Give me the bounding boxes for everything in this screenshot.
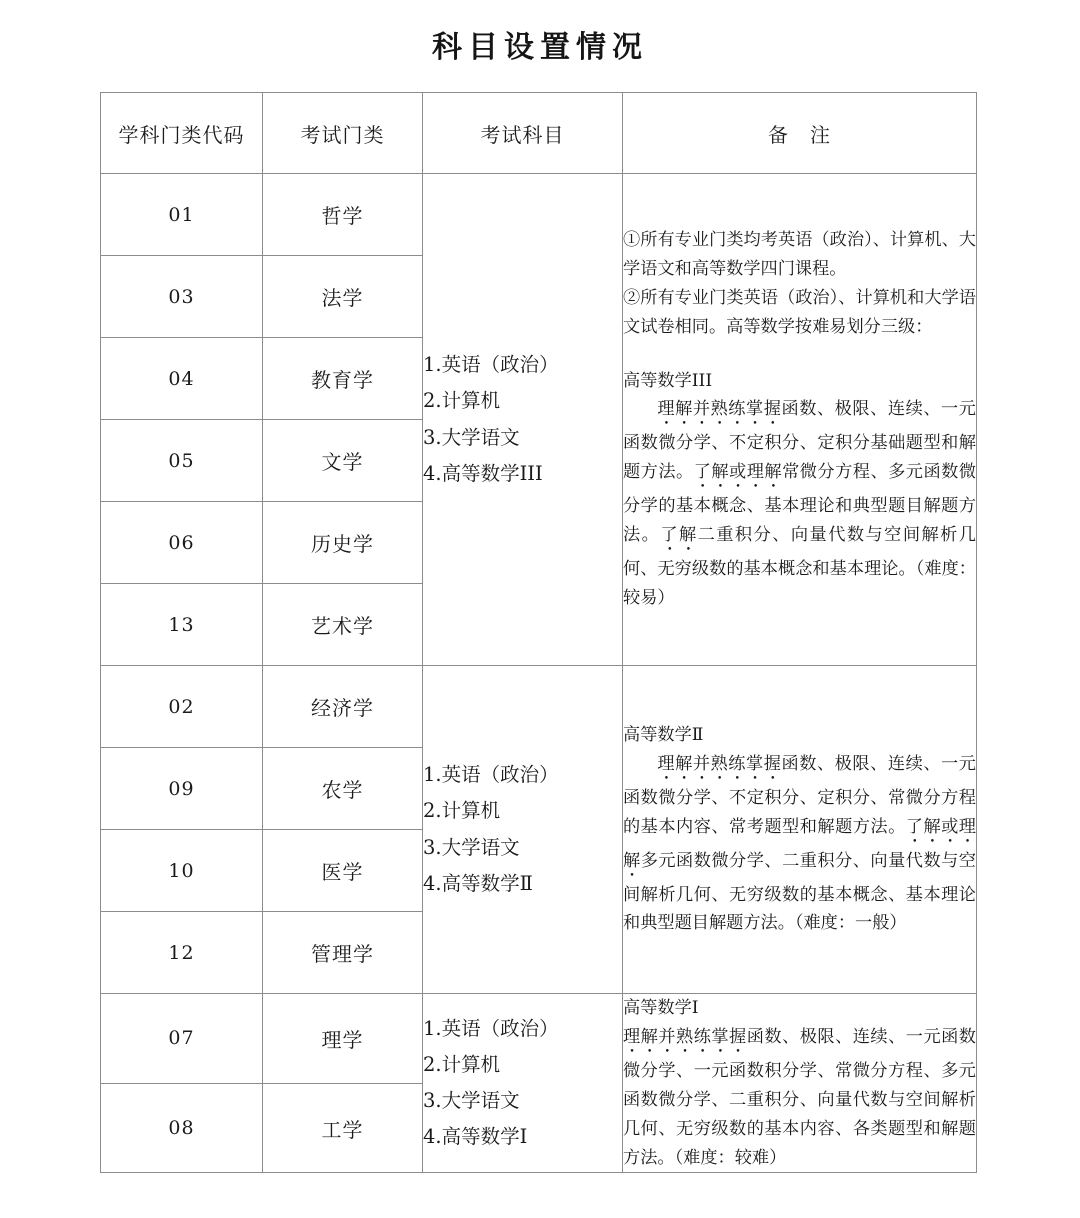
note-text: 函数、极限、连续、一元函数微分学、一元函数积分学、常微分方程、多元函数微分学、二重积分、向量代数与空间解析几何、无穷级数的基本内容、各类题型和解题方法。（难度：较难）: [623, 1026, 976, 1168]
note-item-2: ②所有专业门类英语（政治）、计算机和大学语文试卷相同。高等数学按难易划分三级：: [623, 287, 976, 337]
subject-line: 1.英语（政治）: [423, 352, 559, 376]
exam-category: 农学: [263, 748, 423, 830]
exam-category: 工学: [263, 1083, 423, 1173]
subject-line: 1.英语（政治）: [423, 1016, 559, 1040]
math3-body: [623, 395, 976, 613]
exam-category: 医学: [263, 830, 423, 912]
discipline-code: 07: [101, 994, 263, 1084]
subject-line: 4.高等数学III: [423, 461, 543, 485]
notes-cell-group3: [623, 994, 977, 1173]
header-notes: 备 注: [623, 93, 977, 174]
exam-category: 法学: [263, 256, 423, 338]
math1-body: [623, 1023, 976, 1173]
header-discipline-code: 学科门类代码: [101, 93, 263, 174]
table-row: [101, 994, 977, 1084]
subject-line: 4.高等数学Ⅰ: [423, 1125, 528, 1149]
emphasis-text: 理解并熟练掌握: [623, 1026, 747, 1047]
subject-line: 1.英语（政治）: [423, 762, 559, 786]
subject-line: 3.大学语文: [423, 1089, 520, 1113]
emphasis-text: 了解或理解: [623, 816, 976, 871]
discipline-code: 13: [101, 584, 263, 666]
emphasis-text: 理解并熟练掌握: [657, 753, 782, 774]
exam-category: 文学: [263, 420, 423, 502]
note-text: 常微分方程、多元函数微分学的基本概念、基本理论和典型题目解题方法。: [623, 462, 976, 546]
note-text: 二重积分、向量代数与空间解析几何、无穷级数的基本概念和基本理论。（难度：较易）: [623, 525, 976, 609]
exam-category: 管理学: [263, 912, 423, 994]
discipline-code: 03: [101, 256, 263, 338]
notes-cell-group2: [623, 666, 977, 994]
exam-category: 哲学: [263, 174, 423, 256]
subject-line: 2.计算机: [423, 799, 501, 823]
note-text: 多元函数微分学、二重积分、向量代数与空间解析几何、无穷级数的基本概念、基本理论和典型题目解题方法。（难度：一般）: [623, 850, 976, 934]
notes-cell-group1: [623, 174, 977, 666]
discipline-code: 01: [101, 174, 263, 256]
subject-line: 4.高等数学Ⅱ: [423, 871, 533, 895]
note-item-1: ①所有专业门类均考英语（政治）、计算机、大学语文和高等数学四门课程。: [623, 230, 976, 279]
math2-body: [623, 750, 976, 939]
header-exam-subjects: 考试科目: [423, 93, 623, 174]
subjects-table-container: [100, 92, 976, 1173]
table-row: [101, 666, 977, 748]
discipline-code: 09: [101, 748, 263, 830]
subject-line: 3.大学语文: [423, 835, 520, 859]
exam-category: 经济学: [263, 666, 423, 748]
exam-subjects-cell-group2: [423, 666, 623, 994]
discipline-code: 06: [101, 502, 263, 584]
exam-subjects-cell-group1: [423, 174, 623, 666]
note-text: 函数、极限、连续、一元函数微分学、不定积分、定积分、常微分方程的基本内容、常考题型和解题方法。: [623, 753, 976, 837]
discipline-code: 05: [101, 420, 263, 502]
math3-heading: 高等数学III: [623, 370, 713, 391]
emphasis-text: 理解并熟练掌握: [657, 399, 782, 420]
subject-line: 2.计算机: [423, 1052, 501, 1076]
math2-heading: 高等数学Ⅱ: [623, 724, 704, 745]
table-header-row: [101, 93, 977, 174]
table-row: [101, 174, 977, 256]
discipline-code: 08: [101, 1083, 263, 1173]
exam-subjects-cell-group3: [423, 994, 623, 1173]
subject-line: 2.计算机: [423, 389, 501, 413]
discipline-code: 10: [101, 830, 263, 912]
discipline-code: 02: [101, 666, 263, 748]
exam-category: 历史学: [263, 502, 423, 584]
subjects-table: [100, 92, 977, 1173]
math1-heading: 高等数学Ⅰ: [623, 998, 699, 1018]
exam-category: 理学: [263, 994, 423, 1084]
subject-line: 3.大学语文: [423, 425, 520, 449]
exam-category: 艺术学: [263, 584, 423, 666]
emphasis-text: 了解: [660, 525, 698, 546]
exam-category: 教育学: [263, 338, 423, 420]
discipline-code: 04: [101, 338, 263, 420]
discipline-code: 12: [101, 912, 263, 994]
note-text: 函数、极限、连续、一元函数微分学、不定积分、定积分基础题型和解题方法。: [623, 399, 976, 483]
page-title: 科目设置情况: [432, 30, 648, 65]
emphasis-text: 了解或理解: [693, 462, 783, 483]
header-exam-category: 考试门类: [263, 93, 423, 174]
